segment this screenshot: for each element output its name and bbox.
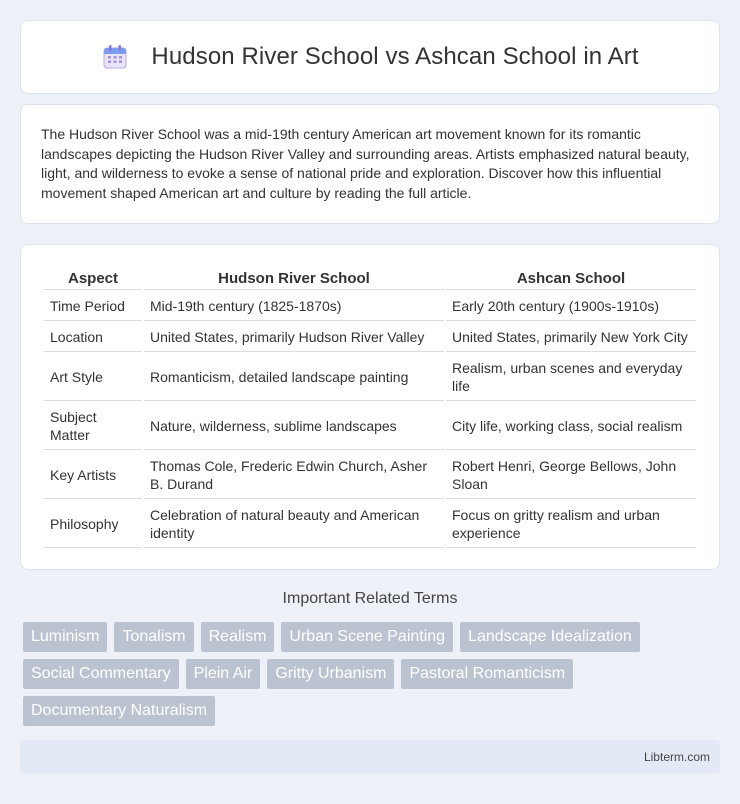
table-row xyxy=(44,403,696,450)
related-term-tag[interactable]: Pastoral Romanticism xyxy=(401,659,573,689)
header-card xyxy=(20,20,720,94)
related-term-tag[interactable]: Urban Scene Painting xyxy=(281,622,453,652)
row-aspect: Location xyxy=(44,323,142,352)
row-hudson-value: United States, primarily Hudson River Valley xyxy=(144,323,444,352)
calendar-icon xyxy=(101,43,129,71)
page-title: Hudson River School vs Ashcan School in Art xyxy=(151,43,639,70)
row-hudson-value: Nature, wilderness, sublime landscapes xyxy=(144,403,444,450)
header-hudson-river: Hudson River School xyxy=(144,267,444,290)
related-term-tag[interactable]: Tonalism xyxy=(114,622,193,652)
table-row xyxy=(44,354,696,401)
table-row xyxy=(44,501,696,548)
related-term-tag[interactable]: Landscape Idealization xyxy=(460,622,640,652)
table-header-row xyxy=(44,267,696,290)
related-term-tag[interactable]: Documentary Naturalism xyxy=(23,696,215,726)
row-ashcan-value: Realism, urban scenes and everyday life xyxy=(446,354,696,401)
row-hudson-value: Thomas Cole, Frederic Edwin Church, Asher B. Durand xyxy=(144,452,444,499)
related-term-tag[interactable]: Realism xyxy=(201,622,275,652)
row-aspect: Time Period xyxy=(44,292,142,321)
footer-site-link[interactable]: Libterm.com xyxy=(643,750,710,764)
row-hudson-value: Mid-19th century (1825-1870s) xyxy=(144,292,444,321)
row-ashcan-value: United States, primarily New York City xyxy=(446,323,696,352)
related-terms-list xyxy=(23,622,723,733)
intro-card xyxy=(20,104,720,224)
row-ashcan-value: Robert Henri, George Bellows, John Sloan xyxy=(446,452,696,499)
table-row xyxy=(44,323,696,352)
row-ashcan-value: City life, working class, social realism xyxy=(446,403,696,450)
row-aspect: Art Style xyxy=(44,354,142,401)
related-term-tag[interactable]: Social Commentary xyxy=(23,659,179,689)
comparison-table xyxy=(42,265,698,550)
table-row xyxy=(44,452,696,499)
header-aspect: Aspect xyxy=(44,267,142,290)
row-aspect: Philosophy xyxy=(44,501,142,548)
comparison-card xyxy=(20,244,720,570)
title-wrap xyxy=(101,43,638,71)
header-ashcan: Ashcan School xyxy=(446,267,696,290)
table-row xyxy=(44,292,696,321)
row-ashcan-value: Early 20th century (1900s-1910s) xyxy=(446,292,696,321)
related-term-tag[interactable]: Gritty Urbanism xyxy=(267,659,394,689)
intro-paragraph: The Hudson River School was a mid-19th century American art movement known for its romantic landscapes depicting the Hudson River Valley and surrounding areas. Artists emphasized natural beauty, light, and wilderness to evoke a sense of national pride and exploration. Discover how this influential movement shaped American art and culture by reading the full article. xyxy=(41,126,690,201)
row-hudson-value: Celebration of natural beauty and American identity xyxy=(144,501,444,548)
row-hudson-value: Romanticism, detailed landscape painting xyxy=(144,354,444,401)
row-ashcan-value: Focus on gritty realism and urban experience xyxy=(446,501,696,548)
footer xyxy=(20,740,720,774)
related-term-tag[interactable]: Plein Air xyxy=(186,659,261,689)
row-aspect: Subject Matter xyxy=(44,403,142,450)
row-aspect: Key Artists xyxy=(44,452,142,499)
related-terms-title: Important Related Terms xyxy=(282,590,458,607)
related-term-tag[interactable]: Luminism xyxy=(23,622,107,652)
